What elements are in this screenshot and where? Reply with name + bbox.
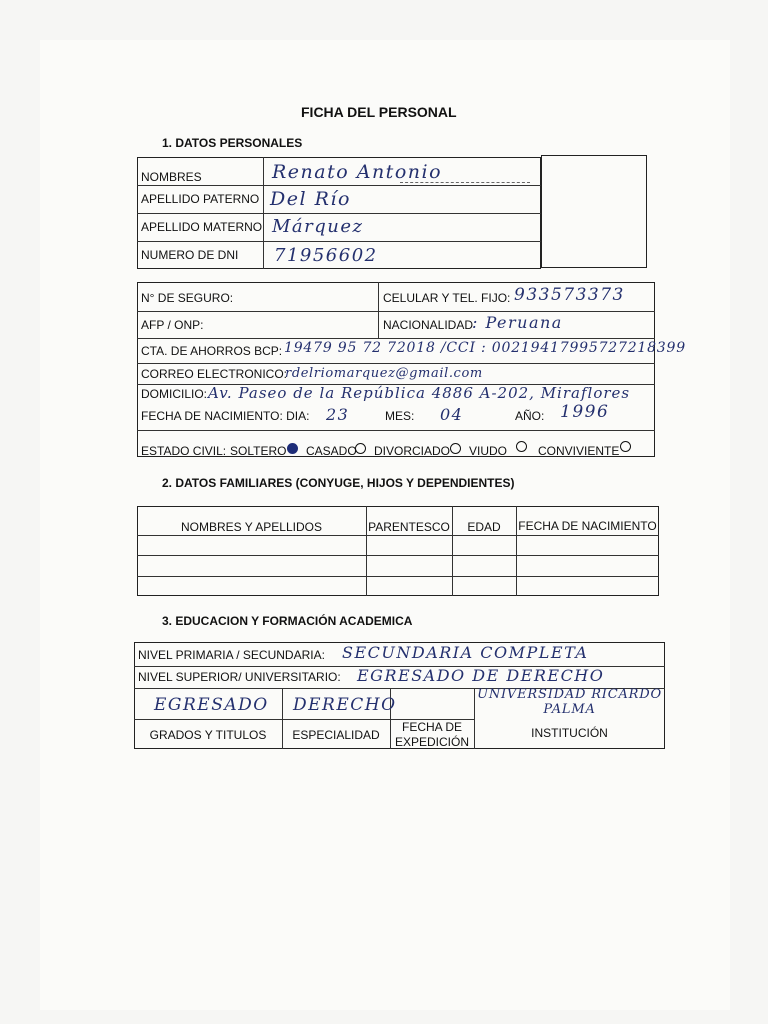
label-superior: NIVEL SUPERIOR/ UNIVERSITARIO: (138, 670, 341, 684)
civil-option-label: DIVORCIADO (374, 444, 451, 458)
edu-col-fecha-line2: EXPEDICIÓN (394, 735, 469, 749)
value-especialidad: DERECHO (293, 695, 397, 715)
label-primaria: NIVEL PRIMARIA / SECUNDARIA: (138, 648, 325, 662)
row-line (137, 535, 659, 536)
family-col-header: PARENTESCO (368, 520, 450, 534)
label-celular: CELULAR Y TEL. FIJO: (383, 291, 511, 305)
label-nacionalidad: NACIONALIDAD (383, 318, 474, 332)
value-superior: EGRESADO DE DERECHO (357, 666, 605, 685)
value-correo: rdelriomarquez@gmail.com (285, 366, 483, 381)
row-line (137, 311, 655, 312)
value-mes: 04 (440, 405, 464, 424)
section-education-heading: 3. EDUCACION Y FORMACIÓN ACADEMICA (162, 614, 413, 628)
label-afp: AFP / ONP: (141, 318, 204, 332)
photo-box (541, 155, 647, 268)
col-divider (378, 282, 379, 338)
value-grado: EGRESADO (154, 695, 269, 715)
value-cta: 19479 95 72 72018 /CCI : 00219417995727218399 (284, 340, 686, 356)
col-divider (366, 506, 367, 596)
value-institucion-line1: UNIVERSIDAD RICARDO (477, 687, 662, 702)
edu-col-institucion: INSTITUCIÓN (531, 726, 608, 740)
form-title: FICHA DEL PERSONAL (301, 104, 457, 120)
label-cta: CTA. DE AHORROS BCP: (141, 344, 283, 358)
label-domicilio: DOMICILIO: (141, 387, 208, 401)
value-dia: 23 (326, 405, 350, 424)
label-anio: AÑO: (515, 409, 545, 423)
row-line (137, 338, 655, 339)
civil-option-label: VIUDO (469, 444, 508, 458)
family-col-header: EDAD (467, 520, 501, 534)
civil-option-label: CASADO (306, 444, 357, 458)
row-line (137, 576, 659, 577)
label-mes: MES: (385, 409, 415, 423)
value-domicilio: Av. Paseo de la República 4886 A-202, Miraflores (208, 384, 631, 402)
civil-radio-conviviente[interactable] (620, 441, 631, 452)
civil-option-label: SOLTERO (230, 444, 287, 458)
row-line (137, 430, 655, 431)
label-correo: CORREO ELECTRONICO: (141, 367, 288, 381)
row-line (137, 185, 541, 186)
label-dni: NUMERO DE DNI (141, 248, 239, 262)
label-apellido-materno: APELLIDO MATERNO (141, 220, 263, 234)
row-line (137, 241, 541, 242)
civil-radio-divorciado[interactable] (450, 443, 461, 454)
row-line (137, 555, 659, 556)
civil-radio-casado[interactable] (355, 443, 366, 454)
value-dni: 71956602 (274, 245, 378, 266)
label-seguro: N° DE SEGURO: (141, 291, 234, 305)
value-institucion-line2: PALMA (543, 702, 596, 717)
value-celular: 933573373 (514, 285, 625, 305)
label-estado-civil: ESTADO CIVIL: (141, 444, 227, 458)
section-personal-heading: 1. DATOS PERSONALES (162, 136, 303, 150)
family-col-header: NOMBRES Y APELLIDOS (181, 520, 322, 534)
row-line (137, 213, 541, 214)
label-fecha-nacimiento: FECHA DE NACIMIENTO: DIA: (141, 409, 310, 423)
label-nombres: NOMBRES (141, 170, 202, 184)
value-apellido-materno: Márquez (272, 216, 364, 237)
edu-col-grados: GRADOS Y TITULOS (149, 728, 267, 742)
section-family-heading: 2. DATOS FAMILIARES (CONYUGE, HIJOS Y DEPENDIENTES) (162, 476, 515, 490)
row-line (137, 363, 655, 364)
family-col-header: FECHA DE NACIMIENTO (518, 519, 657, 533)
civil-option-label: CONVIVIENTE (538, 444, 620, 458)
civil-radio-viudo[interactable] (516, 441, 527, 452)
value-primaria: SECUNDARIA COMPLETA (342, 643, 589, 662)
value-apellido-paterno: Del Río (270, 188, 351, 210)
label-apellido-paterno: APELLIDO PATERNO (141, 192, 260, 206)
civil-radio-soltero[interactable] (287, 443, 298, 454)
edu-col-fecha-line1: FECHA DE (401, 720, 462, 734)
value-anio: 1996 (560, 402, 610, 422)
edu-col-especialidad: ESPECIALIDAD (292, 728, 380, 742)
value-nacionalidad: : Peruana (472, 313, 563, 332)
col-divider (452, 506, 453, 596)
value-nombres: Renato Antonio (272, 161, 443, 183)
